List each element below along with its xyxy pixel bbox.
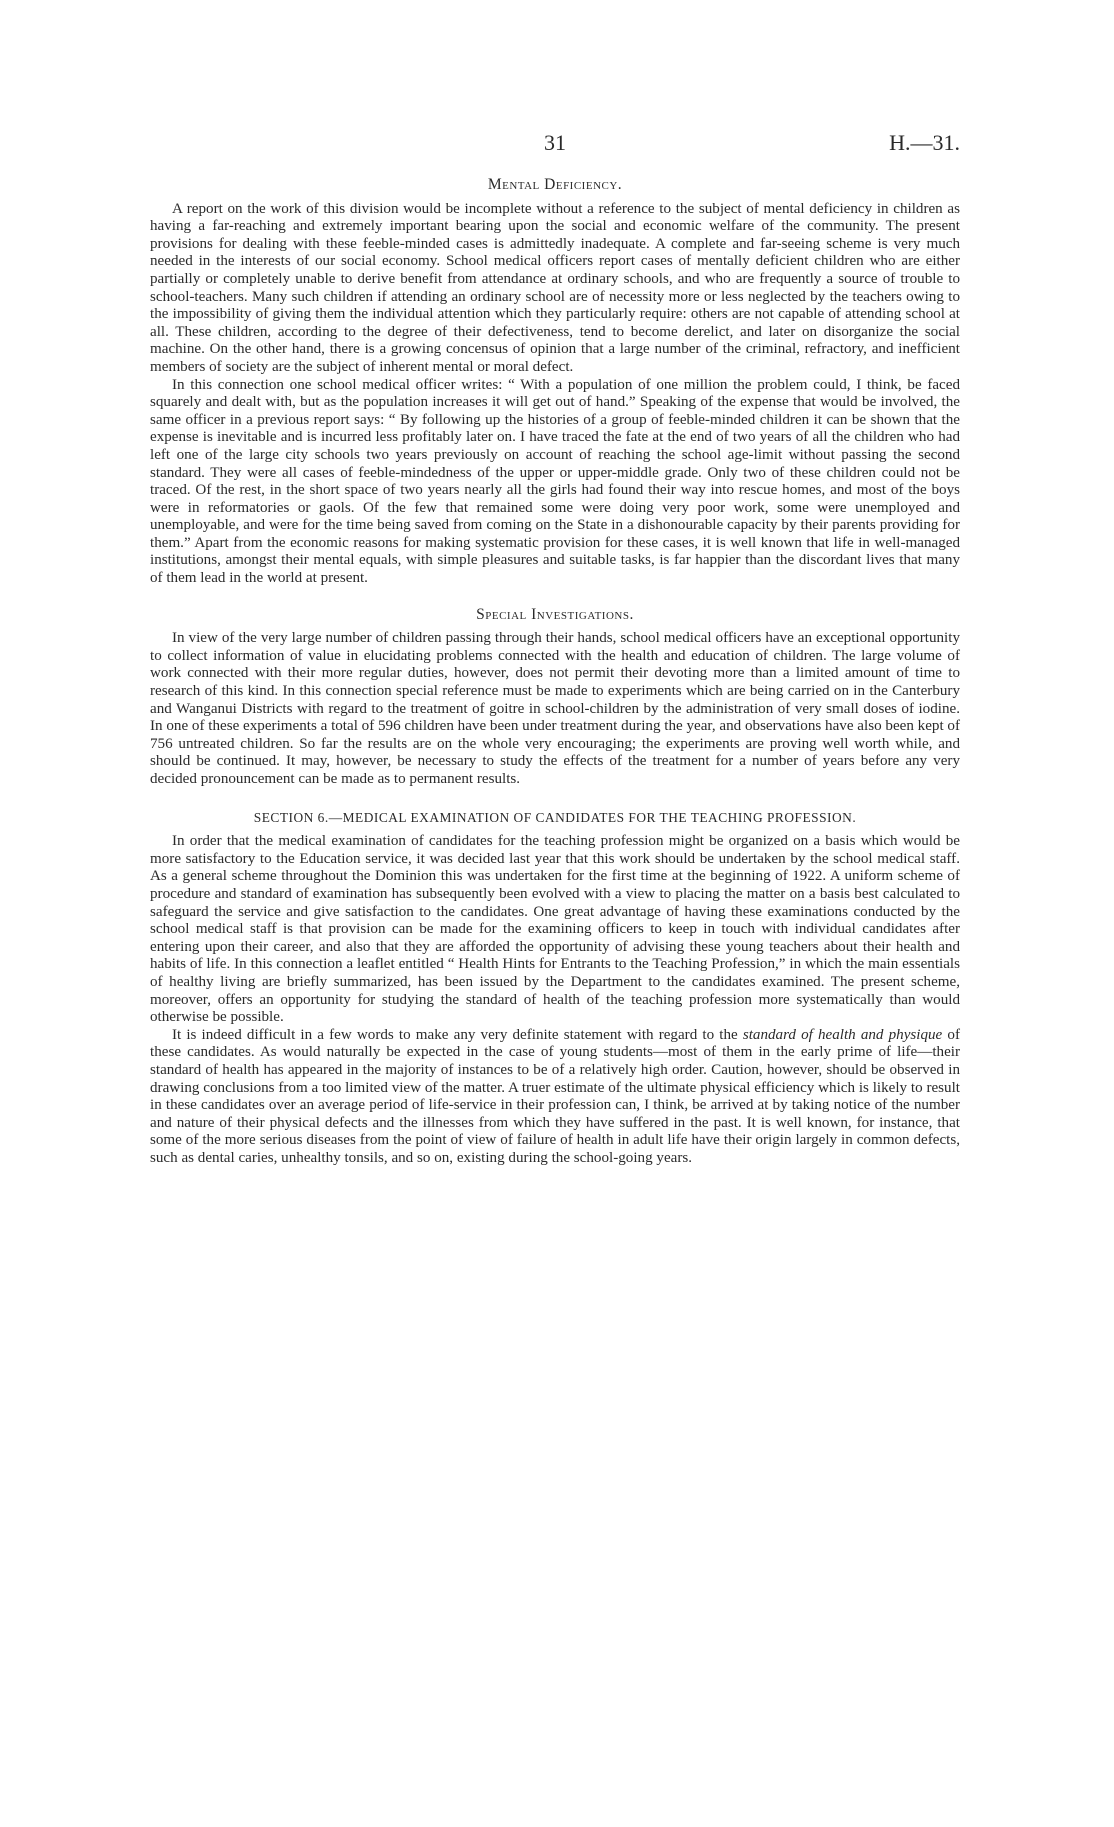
paragraph-text: of these candidates. As would naturally be expected in the case of young students—most of them in the early prime of life—their standard of health has appeared in the majority of instances to be of a relatively high order. Caution, however, should be observed in drawing conclusions from a too limited view of the matter. A truer estimate of the ultimate physical efficiency which is likely to result in these candidates over an average period of life-service in their profession can, I think, be arrived at by taking notice of the number and nature of their physical defects and the illnesses from which they have suffered in the past. It is well known, for instance, that some of the more serious diseases from the point of view of failure of health in adult life have their origin largely in common defects, such as dental caries, unhealthy tonsils, and so on, existing during the school-going years. [150,1026,960,1166]
section-title: SECTION 6.—MEDICAL EXAMINATION OF CANDIDATES FOR THE TEACHING PROFESSION. [253,809,857,825]
paragraph: A report on the work of this division would be incomplete without a reference to the subject of mental deficiency in children as having a far-reaching and extremely important bearing upon the social and economic welfare of the community. The present provisions for dealing with these feeble-minded cases is admittedly inadequate. A complete and far-seeing scheme is very much needed in the interests of our social economy. School medical officers report cases of mentally deficient children who are either partially or completely unable to derive benefit from attendance at ordinary schools, and who are frequently a source of trouble to school-teachers. Many such children if attending an ordinary school are of necessity more or less neglected by the teachers owing to the impossibility of giving them the individual attention which they particularly require: others are not capable of attending school at all. These children, according to the degree of their defectiveness, tend to become derelict, and later on disorganize the social machine. On the other hand, there is a growing concensus of opinion that a large number of the criminal, refractory, and inefficient members of society are the subject of inherent mental or moral defect. [150,200,960,375]
paragraph: In order that the medical examination of candidates for the teaching profession might be organized on a basis which would be more satisfactory to the Education service, it was decided last year that this work should be undertaken by the school medical staff. As a general scheme throughout the Dominion this was undertaken for the first time at the beginning of 1922. A uniform scheme of procedure and standard of examination has subsequently been evolved with a view to placing the matter on a basis best calculated to safeguard the service and give satisfaction to the candidates. One great advantage of having these examinations conducted by the school medical staff is that provision can be made for the examining officers to keep in touch with individual candidates after entering upon their career, and also that they are afforded the opportunity of advising these young teachers about their health and habits of life. In this connection a leaflet entitled “ Health Hints for Entrants to the Teaching Profession,” in which the main essentials of healthy living are briefly summarized, has been issued by the Department to the candidates examined. The present scheme, moreover, offers an opportunity for studying the standard of health of the teaching profession more systematically than would otherwise be possible. [150,833,960,1026]
section-title: Mental Deficiency. [487,176,623,193]
page-number: 31 [544,130,566,155]
paragraph-text: It is indeed difficult in a few words to make any very definite statement with regard to the [172,1026,743,1043]
section-mental-deficiency [150,176,960,588]
paragraph: In view of the very large number of children passing through their hands, school medical officers have an exceptional opportunity to collect information of value in elucidating problems connected with the health and education of children. The large volume of work connected with their more regular duties, however, does not permit their devoting more than a limited amount of time to research of this kind. In this connection special reference must be made to experiments which are being carried on in the Canterbury and Wanganui Districts with regard to the treatment of goitre in school-children by the administration of very small doses of iodine. In one of these experiments a total of 596 children have been under treatment during the year, and observations have also been kept of 756 untreated children. So far the results are on the whole very encouraging; the experiments are proving well worth while, and should be continued. It may, however, be necessary to study the effects of the treatment for a number of years before any very decided pronouncement can be made as to permanent results. [150,630,960,787]
body-text [150,176,960,1167]
document-reference: H.—31. [889,130,960,155]
section-6 [150,809,960,1168]
section-special-investigations [150,606,960,789]
paragraph: In this connection one school medical officer writes: “ With a population of one million the problem could, I think, be faced squarely and dealt with, but as the population increases it will get out of hand.” Speaking of the expense that would be involved, the same officer in a previous report says: “ By following up the histories of a group of feeble-minded children it can be shown that the expense is inevitable and is incurred less profitably later on. I have traced the fate at the end of two years of all the children who had left one of the large city schools two years previously on account of reaching the school age-limit without passing the second standard. They were all cases of feeble-mindedness of the upper or upper-middle grade. Only two of these children could not be traced. Of the rest, in the short space of two years nearly all the girls had found their way into rescue homes, and most of the boys were in reformatories or gaols. Of the few that remained some were doing very poor work, some were unemployed and unemployable, and were for the time being saved from coming on the State in a dishonourable capacity by their parents providing for them.” Apart from the economic reasons for making systematic provision for these cases, it is well known that life in well-managed institutions, amongst their mental equals, with simple pleasures and suitable tasks, is far happier than the discordant lives that many of them lead in the world at present. [150,376,960,587]
page-header [150,130,960,162]
paragraph [150,1027,960,1168]
section-title: Special Investigations. [476,605,634,623]
italic-phrase: standard of health and physique [742,1026,943,1043]
